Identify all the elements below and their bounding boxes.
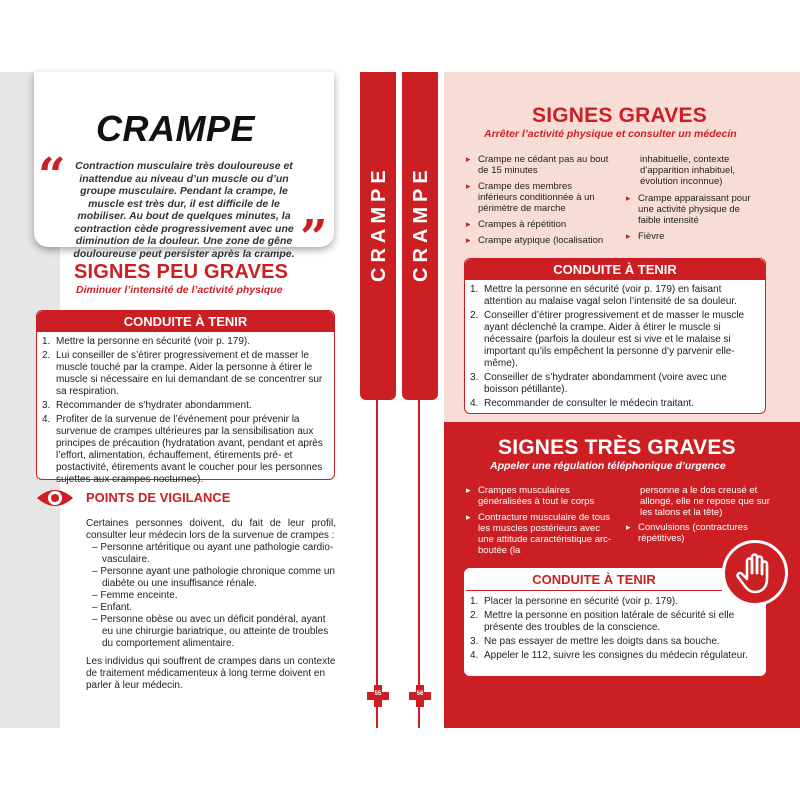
points-vigilance-intro: Certaines personnes doivent, du fait de leur profil, consulter leur médecin lors de la survenue de crampes :	[86, 518, 336, 541]
list-item: ▸ Crampes musculaires généralisées à tout le corps	[466, 485, 614, 507]
crampe-definition-text: Contraction musculaire très douloureuse et inattendue au niveau d’un muscle ou d’un groupe musculaire. Pendant la crampe, le muscle est très dur, il est difficile de le mobiliser. Au bout de quelques minutes, la contraction cède progressivement avec une diminution de la douleur. Une zone de gêne douloureuse peut persister après la crampe.	[73, 160, 295, 260]
list-item: 1. Mettre la personne en sécurité (voir p. 179) en faisant attention au malaise vagal selon l’intensité de sa douleur.	[470, 284, 737, 307]
list-item: ▸ Crampes à répétition	[466, 219, 612, 230]
close-quote-icon: ”	[300, 210, 328, 266]
conduite-peu-graves-header: CONDUITE À TENIR	[37, 311, 334, 332]
signes-graves-list-2	[626, 193, 762, 247]
right-chapter-tab	[402, 72, 438, 400]
conduite-graves-header: CONDUITE À TENIR	[465, 259, 765, 280]
list-item: 4. Appeler le 112, suivre les consignes du médecin régulateur.	[470, 650, 748, 661]
list-item: ▸ Crampe des membres inférieurs conditionnée à un périmètre de marche	[466, 181, 612, 214]
stop-hand-badge	[722, 540, 788, 606]
conduite-graves-list	[470, 284, 760, 412]
list-item: – Femme enceinte.	[92, 590, 178, 601]
list-item: – Enfant.	[92, 602, 133, 613]
conduite-tres-graves-list	[470, 596, 760, 664]
page-title: CRAMPE	[96, 108, 256, 149]
list-item: 1. Mettre la personne en sécurité (voir p. 179).	[42, 336, 250, 347]
signes-graves-list-1	[466, 154, 612, 251]
list-item: – Personne obèse ou avec un déficit pondéral, ayant eu une chirurgie bariatrique, ou atteinte de troubles du comportement alimentaire.	[92, 614, 329, 649]
left-chapter-tab	[360, 72, 396, 400]
list-item: ▸ Contracture musculaire de tous les muscles postérieurs avec une attitude caractéristique arc-boutée (la	[466, 512, 614, 556]
conduite-peu-graves-list	[42, 336, 330, 488]
list-item: ▸ Fièvre	[626, 231, 762, 242]
signes-tres-graves-list-1	[466, 485, 614, 561]
list-item: – Personne ayant une pathologie chronique comme un diabète ou une insuffisance rénale.	[92, 566, 335, 589]
left-tab-label: CRAMPE	[368, 165, 390, 282]
stop-hand-icon	[725, 543, 785, 603]
signes-peu-graves-title: SIGNES PEU GRAVES	[74, 261, 289, 283]
signes-graves-title: SIGNES GRAVES	[532, 104, 707, 127]
list-item: 4. Profiter de la survenue de l’événement pour prévenir la survenue de crampes ultérieures par la sensibilisation aux principes de précaution (hydratation avant, pendant et après l’effort, alimentation, échauffement, étirements pré- et postactivité, étirements avant le coucher pour les personnes sujettes aux crampes nocturnes).	[42, 414, 323, 485]
list-item: ▸ Crampe ne cédant pas au bout de 15 minutes	[466, 154, 612, 176]
points-vigilance-list	[92, 542, 337, 650]
signes-tres-graves-subtitle: Appeler une régulation téléphonique d’urgence	[490, 460, 726, 472]
signes-tres-graves-continuation: personne a le dos creusé et allongé, elle ne repose que sur les talons et la tête)	[640, 485, 770, 518]
open-quote-icon: “	[38, 148, 66, 204]
signes-graves-continuation: inhabituelle, contexte d’apparition inhabituel, évolution inconnue)	[640, 154, 736, 187]
list-item: 2. Conseiller d’étirer progressivement et de masser le muscle ayant déclenché la crampe. Aider à étirer le muscle si nécessaire (parfois la douleur est si vive et le malaise si important qu’ils empêchent la personne d’y parvenir elle-même).	[470, 310, 745, 369]
list-item: 1. Placer la personne en sécurité (voir p. 179).	[470, 596, 678, 607]
list-item: – Personne artéritique ou ayant une pathologie cardio-vasculaire.	[92, 542, 334, 565]
conduite-tres-graves-header: CONDUITE À TENIR	[466, 570, 722, 591]
eye-icon	[36, 486, 74, 510]
list-item: ▸ Convulsions (contractures répétitives)	[626, 522, 766, 544]
list-item: ▸ Crampe apparaissant pour une activité physique de faible intensité	[626, 193, 762, 226]
list-item: ▸ Crampe atypique (localisation	[466, 235, 612, 246]
page-number-right: 56	[416, 691, 424, 697]
page-number-56-cross-icon	[409, 685, 431, 707]
signes-tres-graves-title: SIGNES TRÈS GRAVES	[498, 436, 736, 459]
list-item: 2. Lui conseiller de s’étirer progressivement et de masser le muscle touché par la crampe. Aider la personne à étirer le muscle si nécessaire en lui demandant de se concentrer sur sa respiration.	[42, 350, 323, 397]
signes-graves-subtitle: Arrêter l’activité physique et consulter un médecin	[484, 128, 737, 140]
list-item: 3. Conseiller de s’hydrater abondamment (voire avec une boisson pétillante).	[470, 372, 727, 395]
page-number-left: 55	[374, 691, 382, 697]
list-item: 3. Recommander de s’hydrater abondamment.	[42, 400, 252, 411]
right-tab-label: CRAMPE	[410, 165, 432, 282]
points-vigilance-footer: Les individus qui souffrent de crampes dans un contexte de traitement médicamenteux à long terme doivent en parler à leur médecin.	[86, 656, 336, 691]
points-vigilance-title: POINTS DE VIGILANCE	[86, 490, 231, 505]
page-number-55-cross-icon	[367, 685, 389, 707]
signes-peu-graves-subtitle: Diminuer l’intensité de l’activité physique	[76, 284, 283, 296]
list-item: 4. Recommander de consulter le médecin traitant.	[470, 398, 695, 409]
list-item: 2. Mettre la personne en position latérale de sécurité si elle présente des troubles de la conscience.	[470, 610, 735, 633]
list-item: 3. Ne pas essayer de mettre les doigts dans sa bouche.	[470, 636, 720, 647]
